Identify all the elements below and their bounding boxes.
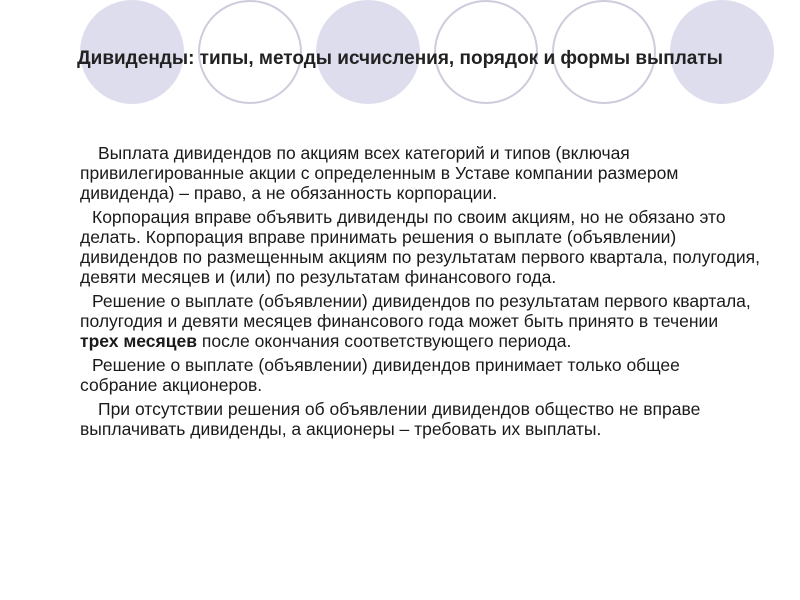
paragraph-3-after: после окончания соответствующего периода. <box>201 331 572 351</box>
paragraph-2: Корпорация вправе объявить дивиденды по своим акциям, но не обязано это делать. Корпорация вправе принимать решения о выплате (объявлении) дивидендов по размещенным акциям по результатам первого квартала, полугодия, девяти месяцев и (или) по результатам финансового года. <box>80 207 760 287</box>
paragraph-1: Выплата дивидендов по акциям всех категорий и типов (включая привилегированные акции с определенным в Уставе компании размером дивиденда) – право, а не обязанность корпорации. <box>80 143 679 203</box>
paragraph-3 <box>80 291 760 351</box>
paragraph-4: Решение о выплате (объявлении) дивидендов принимает только общее собрание акционеров. <box>80 355 680 395</box>
slide-body <box>80 143 760 443</box>
paragraph-5: При отсутствии решения об объявлении дивидендов общество не вправе выплачивать дивиденды, а акционеры – требовать их выплаты. <box>80 399 701 439</box>
paragraph-3-emphasis: трех месяцев <box>80 331 197 351</box>
paragraph-3-before: Решение о выплате (объявлении) дивидендов по результатам первого квартала, полугодия и девяти месяцев финансового года может быть принято в течении <box>80 291 751 331</box>
slide-title: Дивиденды: типы, методы исчисления, порядок и формы выплаты <box>77 48 723 69</box>
